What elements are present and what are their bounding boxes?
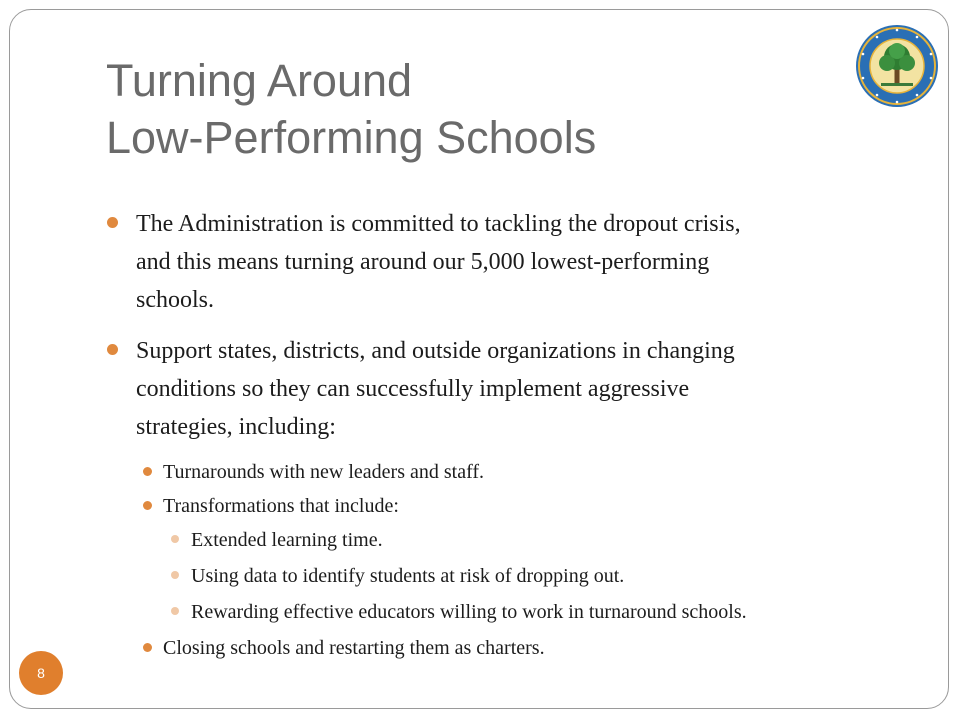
slide-number-badge (19, 651, 63, 695)
bullet-item (106, 205, 876, 319)
bullet-text-line: conditions so they can successfully implement aggressive (136, 376, 690, 402)
bullet-item (106, 332, 876, 446)
sub-sub-bullet-text: Rewarding effective educators willing to work in turnaround schools. (191, 601, 747, 623)
bullet-text-line: and this means turning around our 5,000 lowest-performing (136, 249, 710, 275)
sub-bullet-item (106, 493, 876, 519)
sub-bullet-text: Turnarounds with new leaders and staff. (163, 461, 485, 483)
sub-bullet-dot (143, 467, 152, 476)
sub-sub-bullet-item (106, 599, 876, 625)
slide-title-line-1: Turning Around (106, 55, 413, 106)
sub-bullet-text: Transformations that include: (163, 495, 399, 517)
sub-sub-bullet-text: Extended learning time. (191, 529, 383, 551)
department-of-education-seal-icon (855, 24, 939, 108)
slide-title-line-2: Low-Performing Schools (106, 112, 597, 163)
bullet-dot (107, 344, 118, 355)
bullet-dot (107, 217, 118, 228)
bullet-text-line: strategies, including: (136, 414, 336, 440)
sub-bullet-text: Closing schools and restarting them as charters. (163, 637, 545, 659)
slide-content (106, 205, 876, 669)
sub-bullet-item (106, 459, 876, 485)
bullet-text-line: Support states, districts, and outside organizations in changing (136, 338, 735, 364)
sub-bullet-dot (143, 501, 152, 510)
sub-sub-bullet-dot (171, 571, 179, 579)
sub-sub-bullet-item (106, 563, 876, 589)
bullet-text-line: schools. (136, 287, 214, 313)
sub-sub-bullet-text: Using data to identify students at risk of dropping out. (191, 565, 625, 587)
sub-bullet-item (106, 635, 876, 661)
sub-sub-bullet-item (106, 527, 876, 553)
bullet-text-line: The Administration is committed to tackling the dropout crisis, (136, 211, 741, 237)
slide-number: 8 (37, 665, 45, 681)
sub-bullet-dot (143, 643, 152, 652)
sub-sub-bullet-dot (171, 535, 179, 543)
slide-title (106, 52, 826, 166)
sub-sub-bullet-dot (171, 607, 179, 615)
